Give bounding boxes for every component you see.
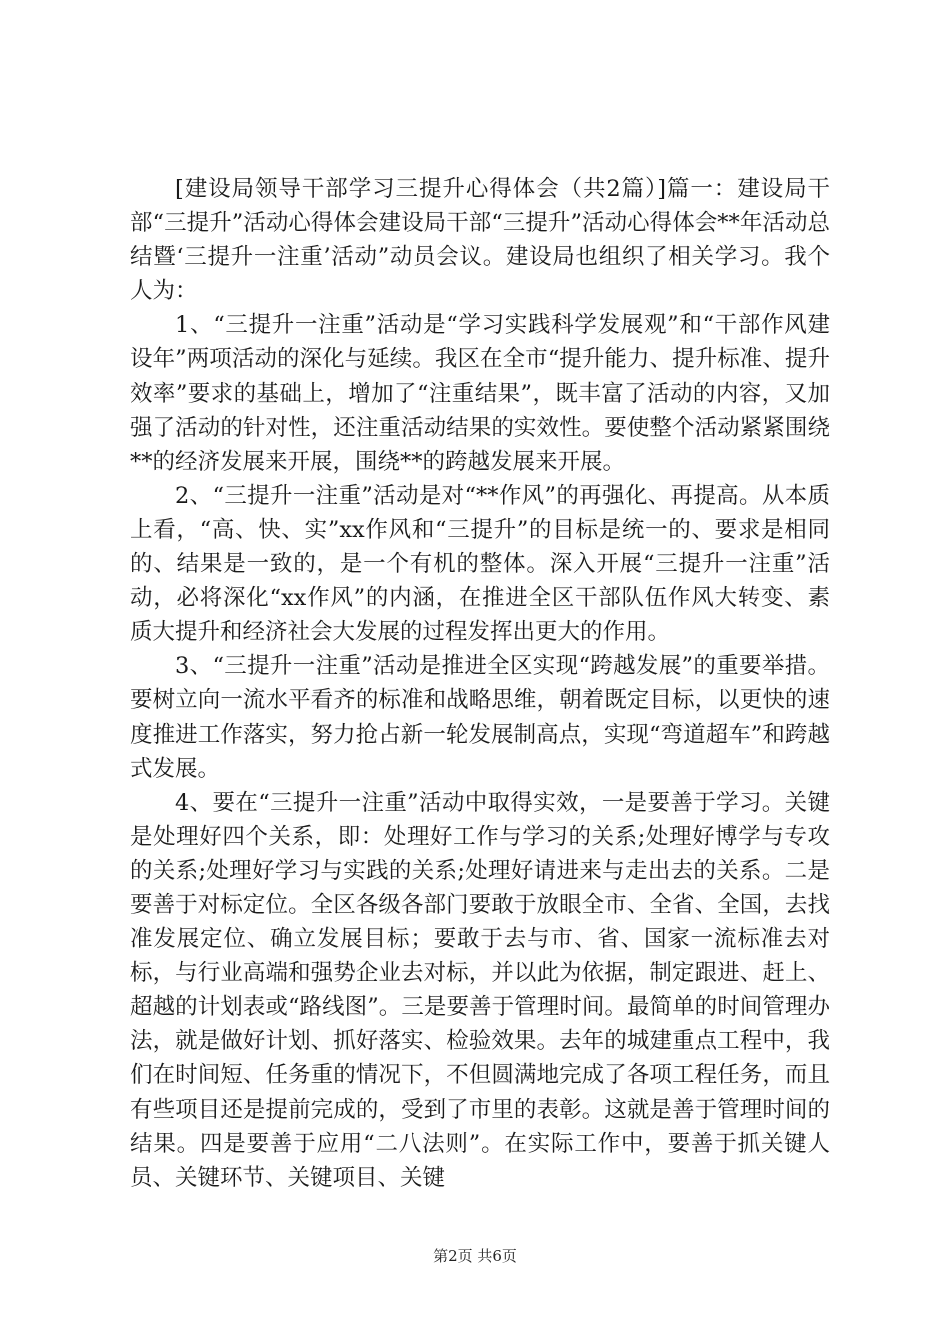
- paragraph-point-1: 1、“三提升一注重”活动是“学习实践科学发展观”和“干部作风建设年”两项活动的深化与延续。我区在全市“提升能力、提升标准、提升效率”要求的基础上，增加了“注重结果”，既丰富了活动的内容，又加强了活动的针对性，还注重活动结果的实效性。要使整个活动紧紧围绕**的经济发展来开展，围绕**的跨越发展来开展。: [130, 312, 830, 475]
- paragraph-intro: [建设局领导干部学习三提升心得体会（共2篇）]篇一：建设局干部“三提升”活动心得体会建设局干部“三提升”活动心得体会**年活动总结暨‘三提升一注重’活动”动员会议。建设局也组织了相关学习。我个人为：: [130, 176, 830, 305]
- paragraph-point-4: 4、要在“三提升一注重”活动中取得实效，一是要善于学习。关键是处理好四个关系，即：处理好工作与学习的关系;处理好博学与专攻的关系;处理好学习与实践的关系;处理好请进来与走出去的关系。二是要善于对标定位。全区各级各部门要敢于放眼全市、全省、全国，去找准发展定位、确立发展目标；要敢于去与市、省、国家一流标准去对标，与行业高端和强势企业去对标，并以此为依据，制定跟进、赶上、超越的计划表或“路线图”。三是要善于管理时间。最简单的时间管理办法，就是做好计划、抓好落实、检验效果。去年的城建重点工程中，我们在时间短、任务重的情况下，不但圆满地完成了各项工程任务，而且有些项目还是提前完成的，受到了市里的表彰。这就是善于管理时间的结果。四是要善于应用“二八法则”。在实际工作中，要善于抓关键人员、关键环节、关键项目、关键: [130, 789, 830, 1191]
- paragraph-point-2: 2、“三提升一注重”活动是对“**作风”的再强化、再提高。从本质上看，“高、快、实”xx作风和“三提升”的目标是统一的、要求是相同的、结果是一致的，是一个有机的整体。深入开展“三提升一注重”活动，必将深化“xx作风”的内涵，在推进全区干部队伍作风大转变、素质大提升和经济社会大发展的过程发挥出更大的作用。: [130, 482, 830, 646]
- paragraph-point-3: 3、“三提升一注重”活动是推进全区实现“跨越发展”的重要举措。要树立向一流水平看齐的标准和战略思维，朝着既定目标，以更快的速度推进工作落实，努力抢占新一轮发展制高点，实现“弯道超车”和跨越式发展。: [130, 653, 830, 782]
- page-number-footer: 第2页 共6页: [433, 1247, 517, 1265]
- document-body: [130, 172, 830, 1195]
